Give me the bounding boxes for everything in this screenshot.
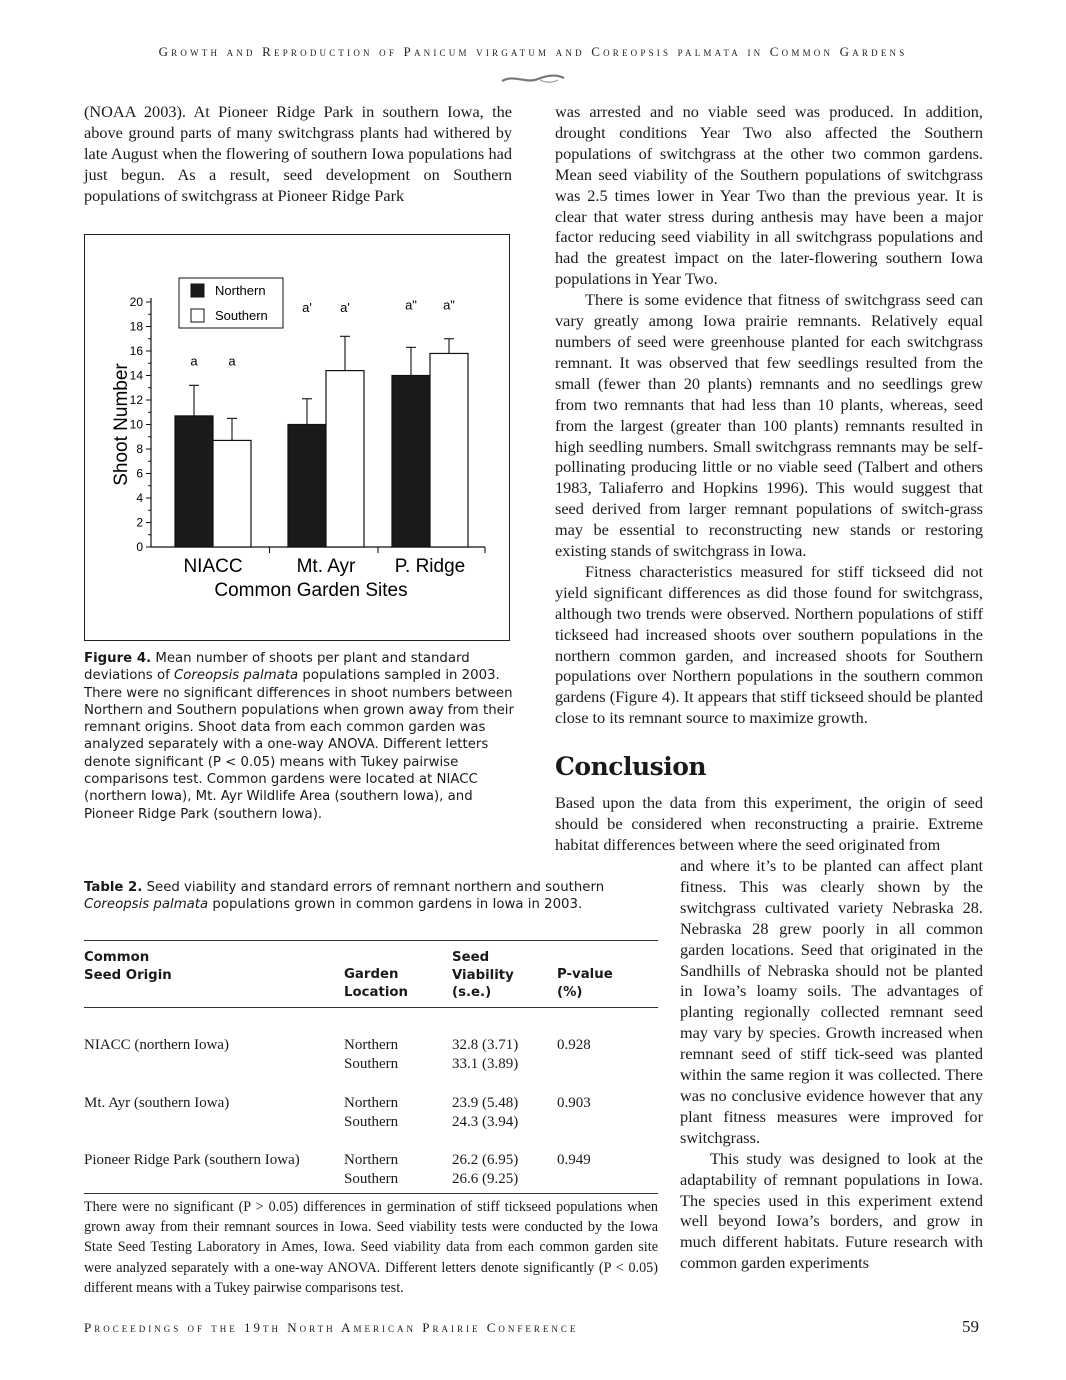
table-header-rule [84, 1007, 658, 1008]
figure-caption-text-1: Mean number of shoots per plant and standard deviations of [84, 651, 470, 684]
table-row-1-garden-southern: Southern [344, 1056, 399, 1072]
significance-letter: a' [340, 299, 350, 315]
left-column-text [84, 102, 512, 207]
figure-caption-text-2: populations sampled in 2003. There were no significant differences in shoot numbers between Northern and Southern populations when grown away from their remnant origins. Shoot data from each common garden was analyzed separately with a one-way ANOVA. Different letters denote significant (P < 0.05) means with Tukey pairwise comparisons test. Common gardens were located at NIACC (northern Iowa), Mt. Ayr Wildlife Area (southern Iowa), and Pioneer Ridge Park (southern Iowa). [84, 668, 514, 822]
significance-letter: a [228, 353, 236, 369]
y-tick-label-20: 20 [129, 295, 143, 309]
bar-niacc-southern [213, 440, 251, 547]
bar-mtayr-southern [326, 371, 364, 547]
table-row-2-viability-northern: 23.9 (5.48) [452, 1095, 519, 1111]
right-paragraph-3: Fitness characteristics measured for stiff tickseed did not yield significant differences as did those found for switchgrass, although two trends were observed. Northern populations of stiff tickseed had increased shoots over southern populations in the northern common garden, and increased shoots for Southern populations over Northern populations in the southern common gardens (Figure 4). It appears that stiff tickseed should be planted close to its remnant source to maximize growth. [555, 561, 983, 728]
header-ornament [500, 72, 566, 86]
y-tick-label-18: 18 [129, 319, 143, 334]
figure-caption-label: Figure 4. [84, 651, 152, 666]
conclusion-paragraph-2: This study was designed to look at the adaptability of remnant populations in Iowa. The species used in this experiment extend well beyond Iowa’s borders, and grow in much different habitats. Future research with common garden experiments [680, 1148, 983, 1273]
figure-caption [84, 650, 514, 823]
table-row-2-viability-southern: 24.3 (3.94) [452, 1114, 519, 1130]
table-caption-text-1: Seed viability and standard errors of remnant northern and southern [142, 880, 605, 895]
table-top-rule [84, 940, 658, 941]
table-row-3-garden-northern: Northern [344, 1152, 399, 1168]
table-bottom-rule [84, 1193, 658, 1194]
header-origin-line2: Seed Origin [84, 967, 172, 983]
significance-letter: a [190, 353, 198, 369]
legend-swatch-southern [191, 309, 204, 322]
bar-pridge-northern [392, 376, 430, 548]
header-viability-line2: Viability [452, 967, 514, 983]
page-number: 59 [962, 1317, 979, 1336]
table-row-2-pvalue: 0.903 [557, 1095, 591, 1111]
table-row-3-viability-northern: 26.2 (6.95) [452, 1152, 519, 1168]
table-row-2-garden-southern: Southern [344, 1114, 399, 1130]
y-tick-label-10: 10 [129, 417, 143, 432]
y-tick-label-2: 2 [136, 515, 143, 530]
figure-4-frame [84, 234, 510, 641]
conclusion-text-full-width [555, 793, 983, 856]
table-row-1-origin: NIACC (northern Iowa) [84, 1037, 229, 1053]
table-row-1-viability-southern: 33.1 (3.89) [452, 1056, 519, 1072]
shoot-number-bar-chart [85, 235, 509, 640]
significance-letter: a" [443, 297, 455, 313]
x-category-label: NIACC [183, 556, 243, 577]
y-tick-label-14: 14 [129, 368, 143, 383]
y-tick-label-0: 0 [136, 540, 143, 554]
table-row-2-origin: Mt. Ayr (southern Iowa) [84, 1095, 230, 1111]
significance-letter: a' [302, 299, 312, 315]
legend-swatch-northern [191, 284, 204, 297]
right-paragraph-1: was arrested and no viable seed was produced. In addition, drought conditions Year Two also affected the Southern populations of switchgrass at the other two common gardens. Mean seed viability of the Southern populations of switchgrass was 2.5 times lower in Year Two than the previous year. It is clear that water stress during anthesis may have been a major factor reducing seed viability in all switchgrass populations and had the greatest impact on the later-flowering southern Iowa populations in Year Two. [555, 102, 983, 289]
figure-caption-species: Coreopsis palmata [174, 668, 299, 684]
header-garden-line2: Location [344, 984, 408, 1000]
conclusion-paragraph-1b: and where it’s to be planted can affect plant fitness. This was clearly shown by the switchgrass cultivated variety Nebraska 28. Nebraska 28 grew poorly in all common garden locations. Seed that originated in the Sandhills of Nebraska should not be planted in Iowa’s loamy soils. The advantages of planting regionally collected remnant seed may vary by species. Growth increased when remnant seed of stiff tick-seed was planted within the same region it was collected. There was no conclusive evidence however that any plant fitness measures were improved for switchgrass. [680, 856, 983, 1147]
table-row-2-garden-northern: Northern [344, 1095, 399, 1111]
running-header: Growth and Reproduction of Panicum virgatum and Coreopsis palmata in Common Gardens [158, 44, 908, 59]
bar-niacc-northern [175, 416, 213, 547]
conclusion-heading: Conclusion [555, 752, 707, 781]
header-seed-viability [452, 949, 514, 1002]
header-garden-line1: Garden [344, 967, 399, 982]
y-tick-label-4: 4 [136, 491, 143, 505]
table-caption-species: Coreopsis palmata [84, 897, 209, 913]
header-p-value [557, 966, 613, 1001]
significance-letter: a" [405, 297, 417, 313]
y-tick-label-16: 16 [129, 344, 143, 358]
conclusion-paragraph-1a: Based upon the data from this experiment, the origin of seed should be considered when reconstructing a prairie. Extreme habitat differences between where the seed originated from [555, 793, 983, 854]
table-note: There were no significant (P > 0.05) differences in germination of stiff tickseed populations when grown away from their remnant sources in Iowa. Seed viability tests were conducted by the Iowa State Seed Testing Laboratory in Ames, Iowa. Seed viability data from each common garden site were analyzed separately with a one-way ANOVA. Different letters denote significantly (P < 0.05) different means with a Tukey pairwise comparisons test. [84, 1199, 658, 1296]
header-pvalue-line2: (%) [557, 984, 583, 1000]
bar-pridge-southern [430, 353, 468, 547]
header-viability-line1: Seed [452, 950, 490, 965]
legend-label-northern: Northern [215, 283, 266, 298]
header-seed-origin [84, 949, 172, 984]
table-caption-text-2: populations grown in common gardens in Iowa in 2003. [208, 897, 583, 913]
bar-mtayr-northern [288, 425, 326, 548]
y-tick-label-6: 6 [136, 466, 143, 481]
table-row-1-garden-northern: Northern [344, 1037, 399, 1053]
y-tick-label-12: 12 [129, 393, 143, 407]
conclusion-text-narrow [680, 856, 983, 1274]
table-caption-label: Table 2. [84, 880, 143, 895]
header-viability-line3: (s.e.) [452, 985, 492, 1000]
table-row-3-viability-southern: 26.6 (9.25) [452, 1171, 519, 1187]
running-footer: Proceedings of the 19th North American Prairie Conference [84, 1320, 579, 1335]
header-pvalue-line1: P-value [557, 967, 613, 982]
legend-label-southern: Southern [215, 308, 268, 323]
left-paragraph-1: (NOAA 2003). At Pioneer Ridge Park in southern Iowa, the above ground parts of many switchgrass plants had withered by late August when the flowering of southern Iowa populations had just begun. As a result, seed development on Southern populations of switchgrass at Pioneer Ridge Park [84, 102, 512, 205]
header-garden-location [344, 966, 408, 1001]
table-row-3-garden-southern: Southern [344, 1171, 399, 1187]
table-row-1-pvalue: 0.928 [557, 1037, 591, 1053]
y-tick-label-8: 8 [136, 442, 143, 456]
header-origin-line1: Common [84, 950, 150, 965]
y-axis-label: Shoot Number [111, 363, 132, 486]
right-column-text [555, 102, 983, 729]
table-row-3-origin: Pioneer Ridge Park (southern Iowa) [84, 1152, 300, 1168]
x-category-label: Mt. Ayr [296, 556, 356, 577]
right-paragraph-2: There is some evidence that fitness of switchgrass seed can vary greatly among Iowa prairie remnants. Relatively equal numbers of seed were greenhouse planted for each switchgrass remnant. It was observed that few seedlings resulted from the small (fewer than 20 plants) remnants and no seedlings grew from two remnants that had less than 10 plants, whereas, seed from the largest (greater than 100 plants) remnants resulted in high seedling numbers. Small switchgrass remnants may be self-pollinating producing little or no viable seed (Talbert and others 1983, Taliaferro and Hopkins 1996). This would suggest that seed derived from larger remnant populations of switch-grass may be essential to reconstructing new stands or restoring existing stands of switchgrass in Iowa. [555, 290, 983, 561]
x-axis-label: Common Garden Sites [214, 580, 408, 601]
x-category-label: P. Ridge [394, 556, 466, 577]
table-row-3-pvalue: 0.949 [557, 1152, 591, 1168]
table-caption [84, 879, 644, 914]
table-row-1-viability-northern: 32.8 (3.71) [452, 1037, 519, 1053]
